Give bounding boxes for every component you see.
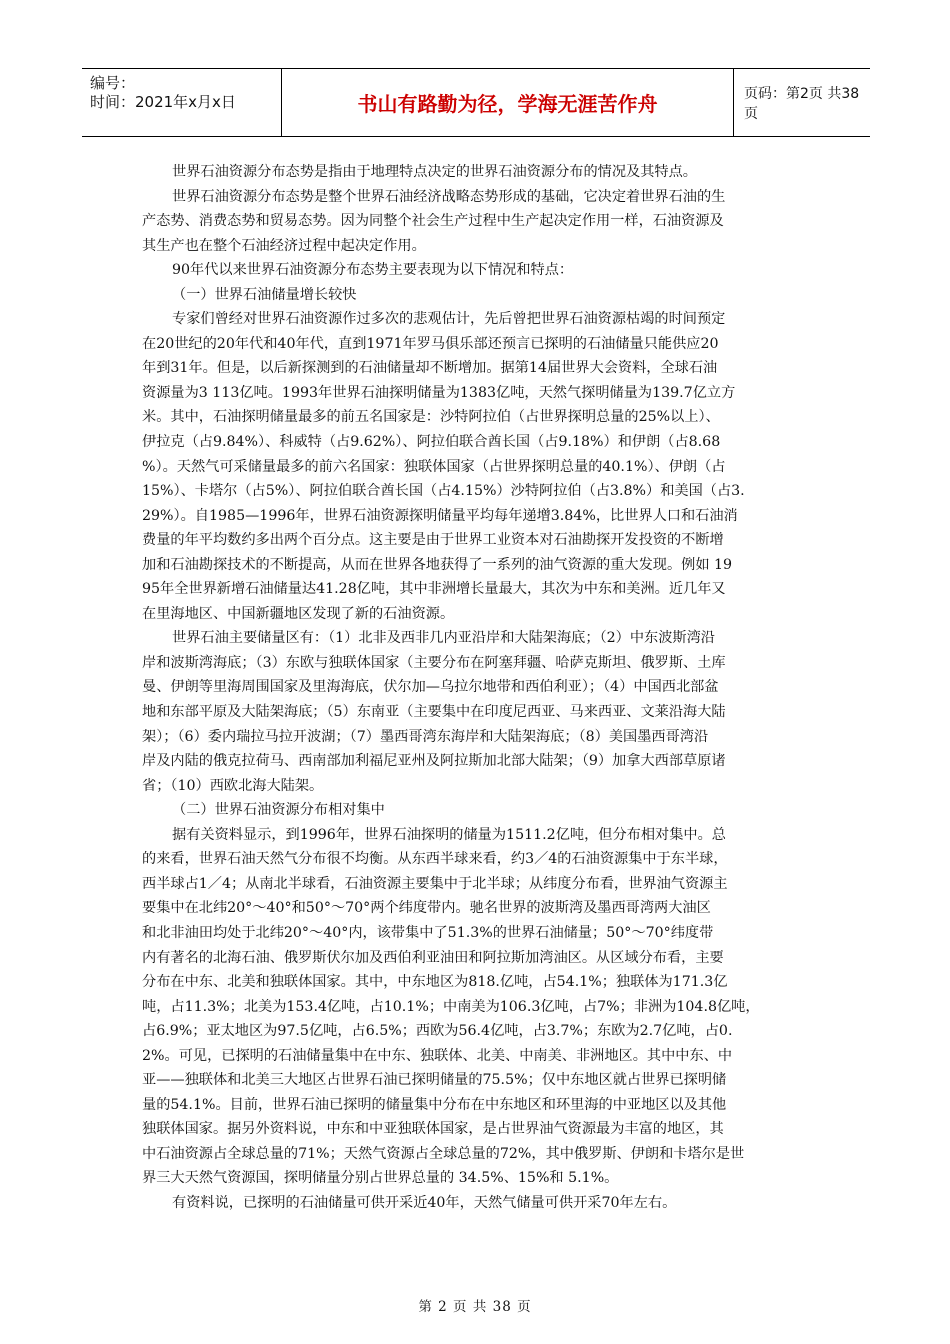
text-line: 资源量为3 113亿吨。1993年世界石油探明储量为1383亿吨，天然气探明储量为139.7亿立方: [142, 384, 736, 401]
text-line: 分布在中东、北美和独联体国家。其中，中东地区为818.亿吨，占54.1%；独联体为171.3亿: [142, 974, 728, 991]
text-line: 95年全世界新增石油储量达41.28亿吨，其中非洲增长量最大，其次为中东和美洲。近几年又: [142, 581, 726, 598]
text-line: 2%。可见，已探明的石油储量集中在中东、独联体、北美、中南美、非洲地区。其中中东、中: [142, 1047, 733, 1064]
text-line: 90年代以来世界石油资源分布态势主要表现为以下情况和特点：: [172, 262, 574, 279]
text-line: 米。其中，石油探明储量最多的前五名国家是：沙特阿拉伯（占世界探明总量的25%以上）、: [142, 409, 720, 426]
text-line: 其生产也在整个石油经济过程中起决定作用。: [142, 237, 426, 254]
text-line: 和北非油田均处于北纬20°～40°内，该带集中了51.3%的世界石油储量；50°～70°纬度带: [142, 924, 714, 941]
text-line: 量的54.1%。目前，世界石油已探明的储量集中分布在中东地区和环里海的中亚地区以及其他: [142, 1096, 727, 1113]
text-line: %）。天然气可采储量最多的前六名国家：独联体国家（占世界探明总量的40.1%）、伊朗（占: [142, 458, 726, 475]
text-line: 岸和波斯湾海底；（3）东欧与独联体国家（主要分布在阿塞拜疆、哈萨克斯坦、俄罗斯、土库: [142, 654, 726, 671]
text-line: 界三大天然气资源国，探明储量分别占世界总量的 34.5%、15%和 5.1%。: [142, 1170, 619, 1187]
text-line: （二）世界石油资源分布相对集中: [172, 802, 385, 819]
text-line: 岸及内陆的俄克拉荷马、西南部加利福尼亚州及阿拉斯加北部大陆架；（9）加拿大西部草原诸: [142, 753, 726, 770]
page-header: [82, 68, 870, 137]
text-line: 世界石油主要储量区有：（1）北非及西非几内亚沿岸和大陆架海底；（2）中东波斯湾沿: [172, 630, 715, 647]
text-line: 加和石油勘探技术的不断提高，从而在世界各地获得了一系列的油气资源的重大发现。例如 19: [142, 556, 733, 573]
text-line: 有资料说，已探明的石油储量可供开采近40年，天然气储量可供开采70年左右。: [172, 1194, 677, 1211]
text-line: 吨，占11.3%；北美为153.4亿吨，占10.1%；中南美为106.3亿吨，占7%；非洲为104.8亿吨，: [142, 998, 760, 1015]
text-line: 世界石油资源分布态势是整个世界石油经济战略态势形成的基础，它决定着世界石油的生: [172, 188, 726, 205]
text-line: 亚——独联体和北美三大地区占世界石油已探明储量的75.5%；仅中东地区就占世界已探明储: [142, 1072, 727, 1089]
header-meta: [82, 69, 282, 136]
text-line: 据有关资料显示，到1996年，世界石油探明的储量为1511.2亿吨，但分布相对集中。总: [172, 826, 726, 843]
header-motto: 书山有路勤为径，学海无涯苦作舟: [282, 69, 734, 136]
header-page-info: 页码：第2页 共38页: [744, 85, 860, 122]
text-line: （一）世界石油储量增长较快: [172, 286, 357, 303]
text-line: 省；（10）西欧北海大陆架。: [142, 777, 324, 794]
text-line: 年到31年。但是，以后新探测到的石油储量却不断增加。据第14届世界大会资料，全球石油: [142, 360, 718, 377]
text-line: 15%）、卡塔尔（占5%）、阿拉伯联合酋长国（占4.15%）沙特阿拉伯（占3.8%）和美国（占3.: [142, 483, 745, 500]
document-body: [142, 160, 814, 1216]
text-line: 曼、伊朗等里海周围国家及里海海底，伏尔加—乌拉尔地带和西伯利亚）；（4）中国西北部盆: [142, 679, 719, 696]
document-number-label: 编号：: [90, 74, 136, 92]
page-footer: [0, 1295, 950, 1315]
text-line: 伊拉克（占9.84%）、科威特（占9.62%）、阿拉伯联合酋长国（占9.18%）和伊朗（占8.68: [142, 434, 721, 451]
text-line: 架）；（6）委内瑞拉马拉开波湖；（7）墨西哥湾东海岸和大陆架海底；（8）美国墨西哥湾沿: [142, 728, 709, 745]
text-line: 的来看，世界石油天然气分布很不均衡。从东西半球来看，约3／4的石油资源集中于东半球，: [142, 851, 728, 868]
text-line: 在里海地区、中国新疆地区发现了新的石油资源。: [142, 605, 455, 622]
text-line: 内有著名的北海石油、俄罗斯伏尔加及西伯利亚油田和阿拉斯加湾油区。从区域分布看，主要: [142, 949, 724, 966]
text-line: 西半球占1／4；从南北半球看，石油资源主要集中于北半球；从纬度分布看，世界油气资源主: [142, 875, 728, 892]
text-line: 费量的年平均数约多出两个百分点。这主要是由于世界工业资本对石油勘探开发投资的不断增: [142, 532, 724, 549]
text-line: 专家们曾经对世界石油资源作过多次的悲观估计，先后曾把世界石油资源枯竭的时间预定: [172, 311, 726, 328]
text-line: 29%）。自1985—1996年，世界石油资源探明储量平均每年递增3.84%，比世界人口和石油消: [142, 507, 738, 524]
text-line: 世界石油资源分布态势是指由于地理特点决定的世界石油资源分布的情况及其特点。: [172, 164, 697, 180]
text-line: 在20世纪的20年代和40年代，直到1971年罗马俱乐部还预言已探明的石油储量只能供应20: [142, 335, 719, 352]
text-line: 地和东部平原及大陆架海底；（5）东南亚（主要集中在印度尼西亚、马来西亚、文莱沿海大陆: [142, 704, 726, 721]
document-time-label: 时间：2021年x月x日: [90, 93, 236, 111]
text-line: 要集中在北纬20°～40°和50°～70°两个纬度带内。驰名世界的波斯湾及墨西哥湾两大油区: [142, 900, 711, 917]
text-line: 中石油资源占全球总量的71%；天然气资源占全球总量的72%，其中俄罗斯、伊朗和卡塔尔是世: [142, 1145, 745, 1162]
text-line: 产态势、消费态势和贸易态势。因为同整个社会生产过程中生产起决定作用一样，石油资源及: [142, 213, 724, 230]
text-line: 独联体国家。据另外资料说，中东和中亚独联体国家，是占世界油气资源最为丰富的地区，其: [142, 1121, 724, 1138]
text-line: 占6.9%；亚太地区为97.5亿吨，占6.5%；西欧为56.4亿吨，占3.7%；东欧为2.7亿吨，占0.: [142, 1023, 733, 1040]
footer-page-number: 第 2 页 共 38 页: [418, 1299, 532, 1315]
